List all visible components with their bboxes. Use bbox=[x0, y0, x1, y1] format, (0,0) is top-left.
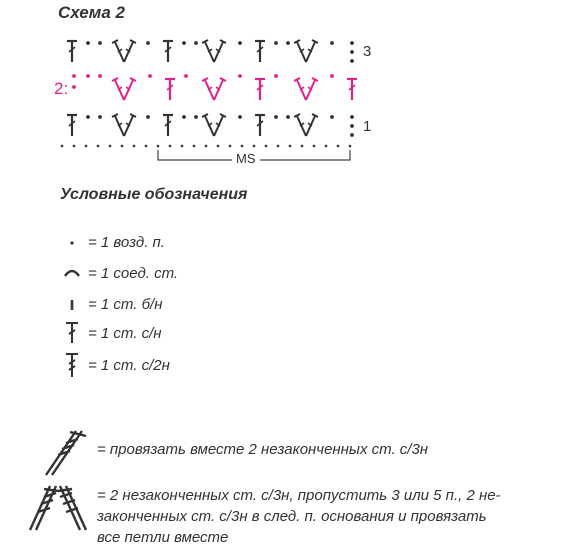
legend-symbol-slip-stitch-arc bbox=[65, 271, 79, 276]
chart-row-3 bbox=[67, 40, 353, 62]
legend-note-line: законченных ст. с/3н в след. п. основания и провязать bbox=[97, 508, 487, 525]
v-stitch-symbol bbox=[112, 40, 136, 62]
v-stitch-symbol bbox=[294, 78, 318, 100]
legend-item-treble-crochet: = 1 ст. с/2н bbox=[88, 357, 170, 374]
legend-item-single-crochet: = 1 ст. б/н bbox=[88, 296, 163, 313]
legend-symbol-dtr-cluster-skip bbox=[30, 486, 86, 530]
legend-item-slip-stitch: = 1 соед. ст. bbox=[88, 265, 179, 282]
foundation-chain bbox=[61, 145, 352, 148]
chart-row-2 bbox=[73, 75, 357, 100]
repeat-label: MS bbox=[232, 151, 260, 166]
legend-item-double-crochet: = 1 ст. с/н bbox=[88, 325, 162, 342]
legend-symbol-treble-crochet bbox=[66, 353, 78, 377]
diagram-title: Схема 2 bbox=[58, 3, 125, 22]
row-number-2: 2: bbox=[54, 79, 69, 98]
double-crochet-symbol bbox=[347, 78, 357, 100]
double-crochet-symbol bbox=[255, 114, 265, 136]
double-crochet-symbol bbox=[67, 40, 77, 62]
legend-symbol-chain-dot bbox=[70, 241, 73, 244]
legend-symbol-dtr-2-together bbox=[46, 431, 86, 475]
chart-row-1 bbox=[67, 114, 353, 136]
v-stitch-symbol bbox=[202, 114, 226, 136]
double-crochet-symbol bbox=[163, 40, 173, 62]
v-stitch-symbol bbox=[112, 114, 136, 136]
row-number-3: 3 bbox=[363, 43, 372, 60]
v-stitch-symbol bbox=[294, 114, 318, 136]
double-crochet-symbol bbox=[67, 114, 77, 136]
legend-note-dtr-cluster bbox=[97, 485, 501, 548]
double-crochet-symbol bbox=[165, 78, 175, 100]
v-stitch-symbol bbox=[294, 40, 318, 62]
legend-symbol-double-crochet bbox=[66, 322, 78, 343]
row-number-1: 1 bbox=[363, 118, 372, 135]
double-crochet-symbol bbox=[163, 114, 173, 136]
double-crochet-symbol bbox=[255, 78, 265, 100]
double-crochet-symbol bbox=[255, 40, 265, 62]
legend-item-chain: = 1 возд. п. bbox=[88, 234, 165, 251]
v-stitch-symbol bbox=[202, 78, 226, 100]
legend-title: Условные обозначения bbox=[60, 186, 248, 203]
v-stitch-symbol bbox=[202, 40, 226, 62]
legend-note-line: все петли вместе bbox=[97, 529, 229, 546]
legend-note-dtr-2-together: = провязать вместе 2 незаконченных ст. с/3н bbox=[97, 441, 429, 458]
v-stitch-symbol bbox=[112, 78, 136, 100]
legend-note-line: = 2 незаконченных ст. с/3н, пропустить 3 или 5 п., 2 не- bbox=[97, 487, 501, 504]
